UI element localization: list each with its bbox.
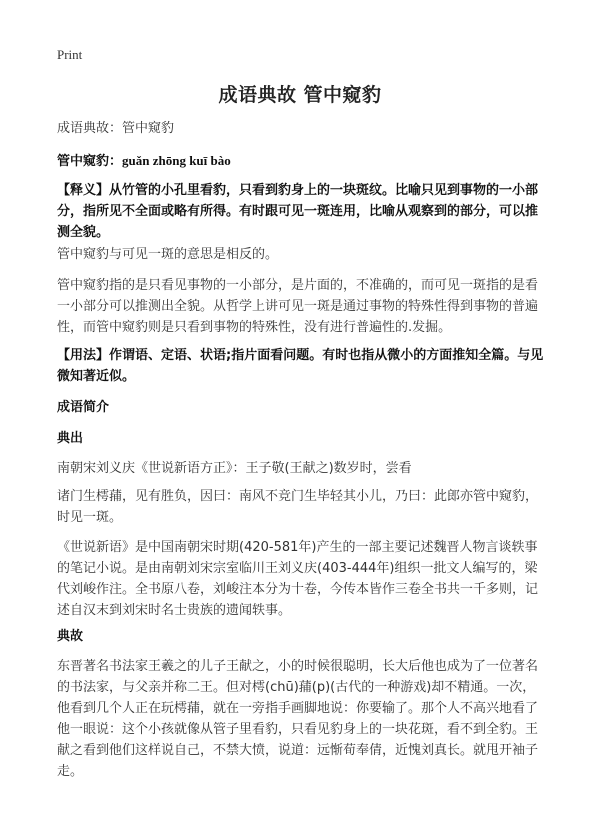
paragraph-1: 管中窥豹与可见一斑的意思是相反的。 (57, 247, 279, 262)
source-paragraph-1: 南朝宋刘义庆《世说新语方正》：王子敬(王献之)数岁时，尝看 (57, 461, 412, 476)
paragraph-2: 管中窥豹指的是只看见事物的一小部分，是片面的，不准确的，而可见一斑指的是看一小部分可以推测出全貌。从哲学上讲可见一斑是通过事物的特殊性得到事物的普遍性，而管中窥豹则是只看到事物的特殊性，没有进行普遍性的.发掘。 (57, 278, 539, 335)
definition-paragraph: 【释义】从竹管的小孔里看豹，只看到豹身上的一块斑纹。比喻只见到事物的一小部分，指所见不全面或略有所得。有时跟可见一斑连用，比喻从观察到的部分，可以推测全貌。 (57, 183, 539, 240)
idiom-pinyin: guǎn zhōng kuī bào (122, 153, 231, 168)
section-heading-source: 典出 (57, 431, 84, 446)
usage-paragraph: 【用法】作谓语、定语、状语;指片面看问题。有时也指从微小的方面推知全篇。与见微知著近似。 (57, 348, 544, 384)
source-paragraph-2: 诸门生樗蒱，见有胜负，因曰：南风不竞门生毕轻其小儿，乃曰：此郎亦管中窥豹，时见一斑。 (57, 489, 539, 525)
source-paragraph-3: 《世说新语》是中国南朝宋时期(420-581年)产生的一部主要记述魏晋人物言谈轶事的笔记小说。是由南朝刘宋宗室临川王刘义庆(403-444年)组织一批文人编写的，梁代刘峻作注。全书原八卷，刘峻注本分为十卷，今传本皆作三卷全书共一千多则，记述自汉末到刘宋时名士贵族的遗闻轶事。 (57, 540, 539, 618)
page-title: 成语典故 管中窥豹 (218, 84, 382, 106)
print-label[interactable]: Print (57, 47, 83, 62)
section-heading-story: 典故 (57, 629, 84, 644)
story-paragraph: 东晋著名书法家王羲之的儿子王献之，小的时候很聪明，长大后他也成为了一位著名的书法家，与父亲并称二王。但对樗(chū)蒱(p)(古代的一种游戏)却不精通。一次，他看到几个人正在玩樗蒱，就在一旁指手画脚地说：你要输了。那个人不高兴地看了他一眼说：这个小孩就像从管子里看豹，只看见豹身上的一块花斑，看不到全豹。王献之看到他们这样说自己，不禁大愤，说道：远惭荀奉倩，近愧刘真长。就甩开袖子走。 (57, 659, 539, 779)
intro-label: 成语典故：管中窥豹 (57, 121, 175, 136)
section-heading-intro: 成语简介 (57, 400, 110, 415)
idiom-line (57, 150, 547, 172)
idiom-term: 管中窥豹： (57, 154, 123, 169)
